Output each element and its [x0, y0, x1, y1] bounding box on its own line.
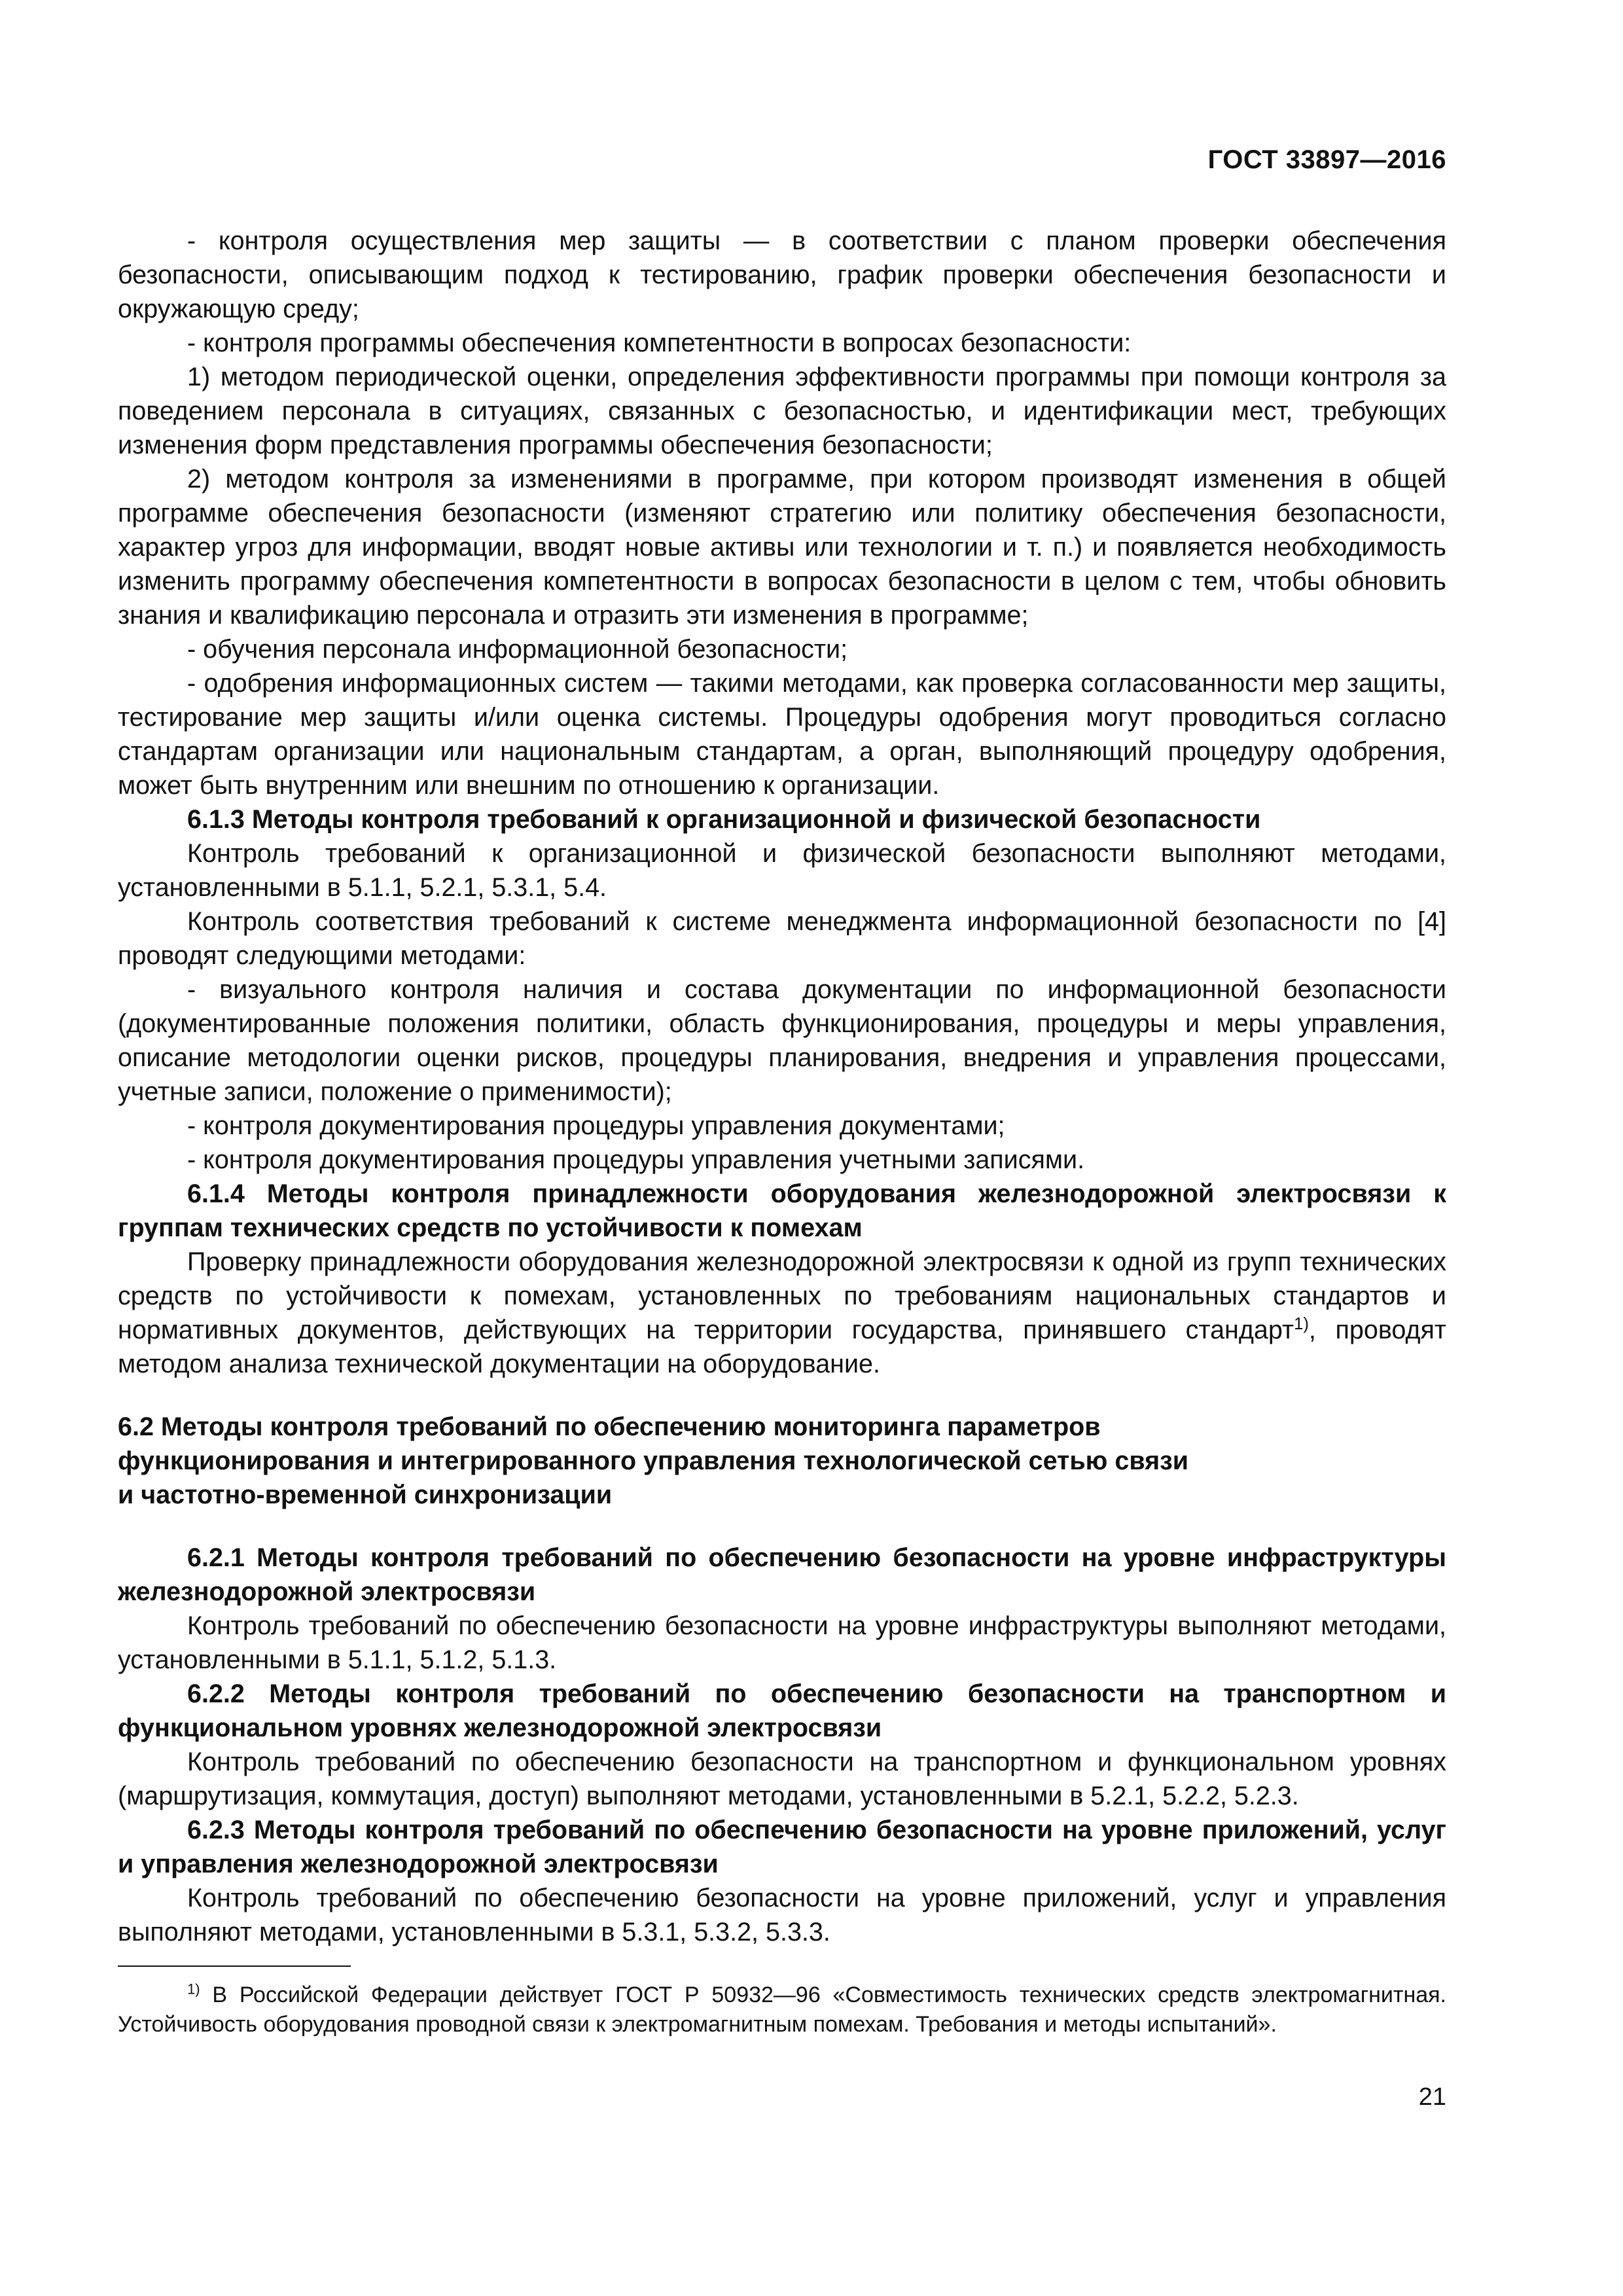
subsection-heading: 6.1.4 Методы контроля принадлежности оборудования железнодорожной электросвязи к группам технических средств по устойчивости к помехам — [118, 1179, 1446, 1242]
section-heading — [118, 1410, 1446, 1512]
footnote-separator — [118, 1965, 351, 1967]
body-paragraph: - контроля документирования процедуры управления документами; — [187, 1111, 1005, 1140]
body-paragraph: 2) методом контроля за изменениями в программе, при котором производят изменения в общей программе обеспечения безопасности (изменяют стратегию или политику обеспечения безопасности, характер угроз для информации, вводят новые активы или технологии и т. п.) и появляется необходимость изменить программу обеспечения компетентности в вопросах безопасности в целом с тем, чтобы обновить знания и квалификацию персонала и отразить эти изменения в программе; — [118, 465, 1446, 630]
section-heading-line: и частотно-временной синхронизации — [118, 1480, 613, 1509]
subsection-heading: 6.2.3 Методы контроля требований по обеспечению безопасности на уровне приложений, услуг и управления железнодорожной электросвязи — [118, 1816, 1446, 1878]
document-body — [118, 224, 1446, 1949]
paragraph-text: Проверку принадлежности оборудования железнодорожной электросвязи к одной из групп технических средств по устойчивости к помехам, установленных по требованиям национальных стандартов и нормативных документов, действующих на территории государства, принявшего стандарт — [118, 1247, 1446, 1344]
body-paragraph: - обучения персонала информационной безопасности; — [187, 635, 848, 664]
body-paragraph: - контроля осуществления мер защиты — в соответствии с планом проверки обеспечения безопасности, описывающим подход к тестированию, график проверки обеспечения безопасности и окружающую среду; — [118, 226, 1446, 323]
body-paragraph: Контроль требований по обеспечению безопасности на уровне приложений, услуг и управления выполняют методами, установленными в 5.3.1, 5.3.2, 5.3.3. — [118, 1884, 1446, 1946]
section-heading-line: 6.2 Методы контроля требований по обеспечению мониторинга параметров — [118, 1412, 1101, 1441]
body-paragraph: - контроля программы обеспечения компетентности в вопросах безопасности: — [187, 329, 1132, 357]
subsection-heading: 6.2.2 Методы контроля требований по обеспечению безопасности на транспортном и функциональном уровнях железнодорожной электросвязи — [118, 1679, 1446, 1742]
body-paragraph: - одобрения информационных систем — такими методами, как проверка согласованности мер защиты, тестирование мер защиты и/или оценка системы. Процедуры одобрения могут проводиться согласно стандартам организации или национальным стандартам, а орган, выполняющий процедуру одобрения, может быть внутренним или внешним по отношению к организации. — [118, 669, 1446, 800]
body-paragraph: Контроль требований по обеспечению безопасности на уровне инфраструктуры выполняют методами, установленными в 5.1.1, 5.1.2, 5.1.3. — [118, 1611, 1446, 1674]
subsection-heading: 6.1.3 Методы контроля требований к организационной и физической безопасности — [187, 805, 1261, 834]
footnote-body: В Российской Федерации действует ГОСТ Р 50932—96 «Совместимость технических средств электромагнитная. Устойчивость оборудования проводной связи к электромагнитным помехам. Требования и методы испытаний». — [118, 1982, 1446, 2037]
page-number: 21 — [1418, 2083, 1446, 2111]
body-paragraph: 1) методом периодической оценки, определения эффективности программы при помощи контроля за поведением персонала в ситуациях, связанных с безопасностью, и идентификации мест, требующих изменения форм представления программы обеспечения безопасности; — [118, 363, 1446, 459]
subsection-heading: 6.2.1 Методы контроля требований по обеспечению безопасности на уровне инфраструктуры железнодорожной электросвязи — [118, 1543, 1446, 1606]
body-paragraph: Контроль требований к организационной и физической безопасности выполняют методами, установленными в 5.1.1, 5.2.1, 5.3.1, 5.4. — [118, 839, 1446, 902]
footnote — [118, 1981, 1446, 2039]
standard-designation-header: ГОСТ 33897—2016 — [1207, 145, 1446, 174]
body-paragraph: Контроль соответствия требований к системе менеджмента информационной безопасности по [4] проводят следующими методами: — [118, 907, 1446, 970]
footnote-text — [118, 1981, 1446, 2039]
body-paragraph: - визуального контроля наличия и состава документации по информационной безопасности (документированные положения политики, область функционирования, процедуры и меры управления, описание методологии оценки рисков, процедуры планирования, внедрения и управления процессами, учетные записи, положение о применимости); — [118, 975, 1446, 1106]
section-heading-line: функционирования и интегрированного управления технологической сетью связи — [118, 1446, 1189, 1475]
paragraph-text-continued: , проводят методом анализа технической документации на оборудование. — [118, 1316, 1447, 1378]
footnote-mark: 1) — [187, 1981, 200, 1998]
body-paragraph: - контроля документирования процедуры управления учетными записями. — [187, 1145, 1085, 1174]
body-paragraph — [118, 1245, 1446, 1381]
footnote-reference: 1) — [1294, 1314, 1309, 1333]
body-paragraph: Контроль требований по обеспечению безопасности на транспортном и функциональном уровнях (маршрутизация, коммутация, доступ) выполняют методами, установленными в 5.2.1, 5.2.2, 5.2.3. — [118, 1748, 1446, 1810]
